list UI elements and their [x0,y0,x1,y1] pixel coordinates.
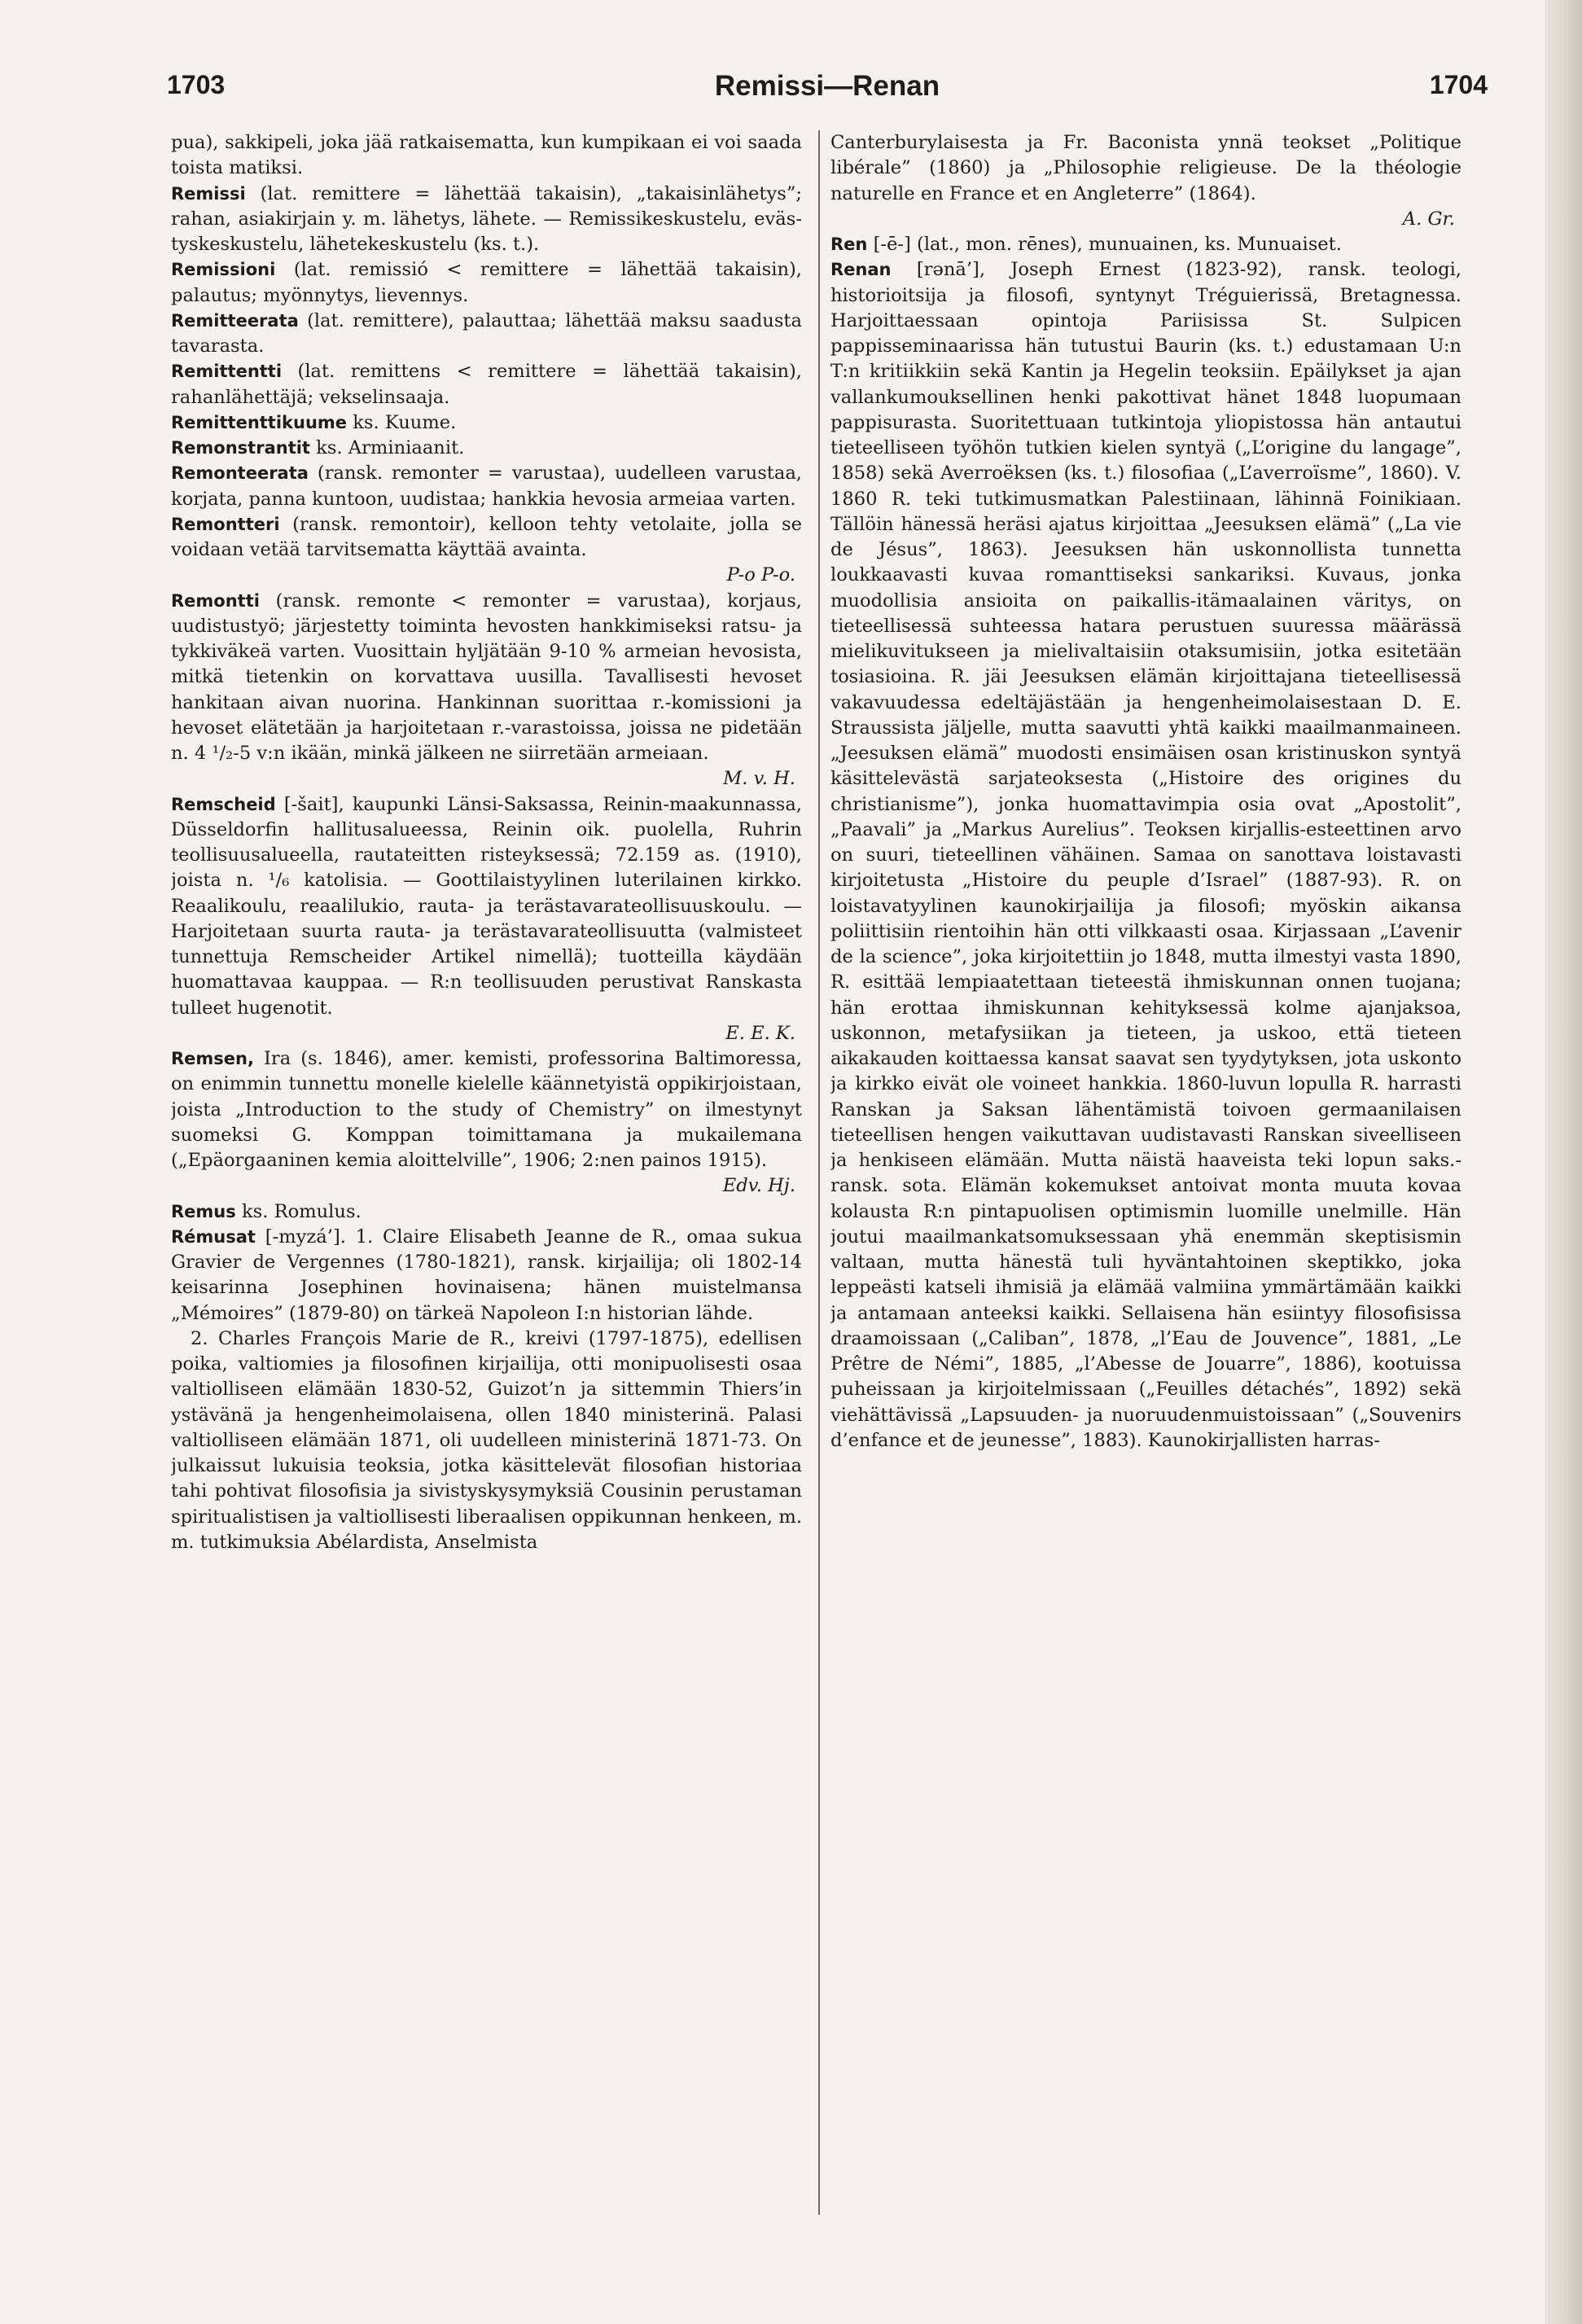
entry-remontti [171,589,802,792]
entry-remusat-continued [830,130,1461,232]
entry-remscheid [171,792,802,1047]
entry-remittenttikuume [171,410,802,436]
entry-remusat [171,1225,802,1326]
entry-headword: Rémusat [171,1226,256,1247]
entry-remusat-2 [171,1326,802,1555]
running-title: Remissi—Renan [714,70,940,102]
right-column [830,130,1461,2223]
entry-headword: Remsen, [171,1049,254,1068]
entry-remitteerata [171,309,802,360]
entry-text: Canterburylaisesta ja Fr. Baconista ynnä teokset „Politique libérale” (1860) ja „Philosophie religieuse. De la théologie naturelle en France et en Angleterre” (1864). [830,132,1461,204]
entry-text: (lat. remittens < remittere = lähettää takaisin), rahanlähettäjä; vekselinsaaja. [171,361,802,408]
entry-headword: Remitteerata [171,310,299,331]
entry-text: (lat. remittere = lähettää takaisin), „takaisinlähetys”; rahan, asiakirjain y. m. lähetys, lähete. — Remissikeskustelu, eväs-tyskeskustelu, lähetekeskustelu (ks. t.). [171,182,802,255]
author-signature: A. Gr. [1402,208,1455,230]
entry-text: (ransk. remontoir), kelloon tehty vetolaite, jolla se voidaan vetää tarvitsematta käyttää avainta. [171,513,802,560]
entry-text: ks. Romulus. [241,1200,362,1222]
entry-headword: Remittenttikuume [171,412,348,432]
entry-headword: Remontteri [171,514,280,534]
entry-text: (lat. remissió < remittere = lähettää takaisin), palautus; myönnytys, lievennys. [171,259,802,306]
entry-headword: Remontti [171,590,260,611]
entry-remonteerata [171,461,802,512]
left-page-number: 1703 [167,70,226,99]
entry-text: 2. Charles François Marie de R., kreivi (1797-1875), edellisen poika, valtiomies ja filosofinen kirjailija, otti monipuolisesti osaa valtiolliseen elämään 1830-52, Guizot’n ja sittemmin Thiers’in ystävänä ja hengenheimolaisena, ollen 1840 ministerinä. Palasi valtiolliseen elämään 1871, oli uudelleen ministerinä 1871-73. On julkaissut lukuisia teoksia, jotka käsittelevät filosofian historiaa tahi pohtivat filosofisia ja sivistyskysymyksiä Cousinin perustaman spiritualistisen ja valtiollisesti liberaalisen oppikunnan henkeen, m. m. tutkimuksia Abélardista, Anselmista [171,1327,802,1553]
author-signature: E. E. K. [725,1022,795,1044]
page-header [167,70,1488,114]
left-column [171,130,802,2223]
entry-remissioni [171,257,802,309]
author-signature: Edv. Hj. [722,1175,795,1197]
entry-text: ks. Kuume. [353,411,457,433]
entry-headword: Remscheid [171,794,276,814]
entry-remissi-continued [171,130,802,182]
entry-headword: Remissioni [171,260,276,280]
entry-headword: Remonstrantit [171,438,310,458]
entry-text: pua), sakkipeli, joka jää ratkaisematta, kun kumpikaan ei voi saada toista matiksi. [171,132,802,179]
entry-text: (ransk. remonter = varustaa), uudelleen varustaa, korjata, panna kuntoon, uudistaa; hankkia hevosia armeiaa varten. [171,463,802,510]
entry-headword: Ren [830,235,868,254]
entry-headword: Renan [830,260,892,280]
entry-remontteri [171,512,802,589]
page-edge-shadow [1545,0,1582,2324]
entry-headword: Remittentti [171,362,283,382]
entry-remus [171,1199,802,1225]
entry-text: [-myzá’]. 1. Claire Elisabeth Jeanne de R., omaa sukua Gravier de Vergennes (1780-1821), ransk. kirjailija; oli 1802-14 keisarinna Josephinen hovinaisena; hänen muistelmansa „Mémoires” (1879-80) on tärkeä Napoleon I:n historian lähde. [171,1226,802,1324]
entry-text: (lat. remittere), palauttaa; lähettää maksu saadusta tavarasta. [171,309,802,357]
entry-remonstrantit [171,436,802,461]
entry-remittentti [171,359,802,410]
entry-text: Ira (s. 1846), amer. kemisti, professorina Baltimoressa, on enimmin tunnettu monelle kielelle käännetyistä oppikirjoistaan, joista „Introduction to the study of Chemistry” on ilmestynyt suomeksi G. Komppan toimittamana ja mukailemana („Epäorgaaninen kemia aloittelville”, 1906; 2:nen painos 1915). [171,1048,802,1171]
entry-text: (ransk. remonte < remonter = varustaa), korjaus, uudistustyö; järjestetty toiminta hevosten hankkimiseksi ratsu- ja tykkiväkeä varten. Vuosittain hyljätään 9-10 % armeian hevosista, mitkä tietenkin on korvattava uusilla. Tavallisesti hevoset hankitaan aivan nuorina. Hankinnan suorittaa r.-komissioni ja hevoset elätetään ja harjoitetaan r.-varastoissa, joissa ne pidetään n. 4 ¹/₂-5 v:n ikään, minkä jälkeen ne siirretään armeiaan. [171,590,802,764]
right-page-number: 1704 [1429,70,1488,99]
entry-ren [830,232,1461,257]
entry-headword: Remissi [171,183,246,204]
entry-text: [rənā’], Joseph Ernest (1823-92), ransk. teologi, historioitsija ja filosofi, syntynyt Tréguierissä, Bretagnessa. Harjoittaessaan opintoja Pariisissa St. Sulpicen pappisseminaarissa hän tutustui Baurin (ks. t.) edustamaan U:n T:n kritiikkiin sekä Kantin ja Hegelin teoksiin. Epäilykset ja ajan vallankumouksellinen henki pakottivat hänet 1848 luopumaan pappisurasta. Suoritettuaan tutkintoja yliopistossa hän antautui tieteelliseen työhön tutkien kielen syntyä („L’origine du langage”, 1858) sekä Averroëksen (ks. t.) filosofiaa („L’averroïsme”, 1860). V. 1860 R. teki tutkimusmatkan Palestiinaan, lähinnä Foinikiaan. Tällöin hänessä heräsi ajatus kirjoittaa „Jeesuksen elämä” („La vie de Jésus”, 1863). Jeesuksen hän uskonnollista tunnetta loukkaavasti kuvaa romanttiseksi sankariksi. Kuvaus, jonka muodollisia ansioita on paikallis-itämaalainen väritys, on tieteellisessä suhteessa hatara perustuen suuressa määrässä mielikuvitukseen ja mielivaltaisiin otaksumisiin, jotka esitetään tosiasioina. R. jäi Jeesuksen elämän kirjoittajana tieteellisessä vakavuudessa edeltäjästään ja hengenheimolaisestaan D. E. Straussista jäljelle, mutta saavutti yhtä kaikki maailmanmaineen. „Jeesuksen elämä” muodosti ensimäisen osan kristinuskon syntyä käsittelevästä sarjateoksesta („Histoire des origines du christianisme”), jonka huomattavimpia osia ovat „Apostolit”, „Paavali” ja „Markus Aurelius”. Teoksen kirjallis-esteettinen arvo on suuri, tieteellinen vähäinen. Samaa on sanottava loistavasti kirjoitetusta „Histoire du peuple d’Israel” (1887-93). R. on loistavatyylinen kaunokirjailija ja filosofi; myöskin aikansa poliittisiin rientoihin hän otti vilkkaasti osaa. Kirjassaan „L’avenir de la science”, joka kirjoitettiin jo 1848, mutta ilmestyi vasta 1890, R. esittää lempiaatettaan tieteestä ihmiskunnan onnen tuojana; hän erottaa ihmiskunnan kehityksessä kolme ajanjaksoa, uskonnon, metafysiikan ja tieteen, ja uskoo, että tieteen aikakauden koittaessa kansat saavat sen tyydytyksen, jota uskonto ja kirkko eivät ole voineet hankkia. 1860-luvun lopulla R. harrasti Ranskan ja Saksan lähentämistä toivoen germaanilaisen tieteellisen hengen vaikuttavan uudistavasti Ranskan siveelliseen ja henkiseen elämään. Mutta näistä haaveista teki lopun saks.-ransk. sota. Elämän kokemukset antoivat monta muuta kovaa kolausta R:n pintapuolisen optimismin luomille unelmille. Hän joutui maailmankatsomuksessaan yhä enemmän skeptisismin valtaan, mutta hänestä tuli hyväntahtoinen skeptikko, joka leppeästi katseli ihmisiä ja elämää valmiina ymmärtämään kaikki ja antamaan anteeksi kaikki. Sellaisena hän esiintyy filosofisissa draamoissaan („Caliban”, 1878, „l’Eau de Jouvence”, 1881, „Le Prêtre de Némi”, 1885, „l’Abesse de Jouarre”, 1886), kootuissa puheissaan ja kirjoitelmissaan („Feuilles détachés”, 1892) sekä viehättävissä „Lapsuuden- ja nuoruudenmuistoissaan” („Souvenirs d’enfance et de jeunesse”, 1883). Kaunokirjallisten harras- [830,259,1461,1451]
entry-headword: Remonteerata [171,463,309,484]
entry-text: [-šait], kaupunki Länsi-Saksassa, Reinin-maakunnassa, Düsseldorfin hallitusalueessa, Reinin oik. puolella, Ruhrin teollisuusalueella, rautateitten risteyksessä; 72.159 as. (1910), joista n. ¹/₆ katolisia. — Goottilaistyylinen luterilainen kirkko. Reaalikoulu, reaalilukio, rauta- ja terästavarateollisuuskoulu. — Harjoitetaan suurta rauta- ja terästavarateollisuutta (valmisteet tunnettuja Remscheider Artikel nimellä); tuotteilla käydään huomattavaa kauppaa. — R:n teollisuuden perustivat Ranskasta tulleet hugenotit. [171,793,802,1019]
entry-remsen [171,1046,802,1199]
entry-renan [830,257,1461,1454]
entry-text: [-ē-] (lat., mon. rēnes), munuainen, ks. Munuaiset. [873,234,1342,255]
entry-text: ks. Arminiaanit. [316,437,465,458]
column-divider [818,130,820,2215]
entry-remissi [171,182,802,258]
author-signature: P-o P-o. [726,564,795,586]
entry-headword: Remus [171,1201,236,1221]
author-signature: M. v. H. [723,768,795,790]
